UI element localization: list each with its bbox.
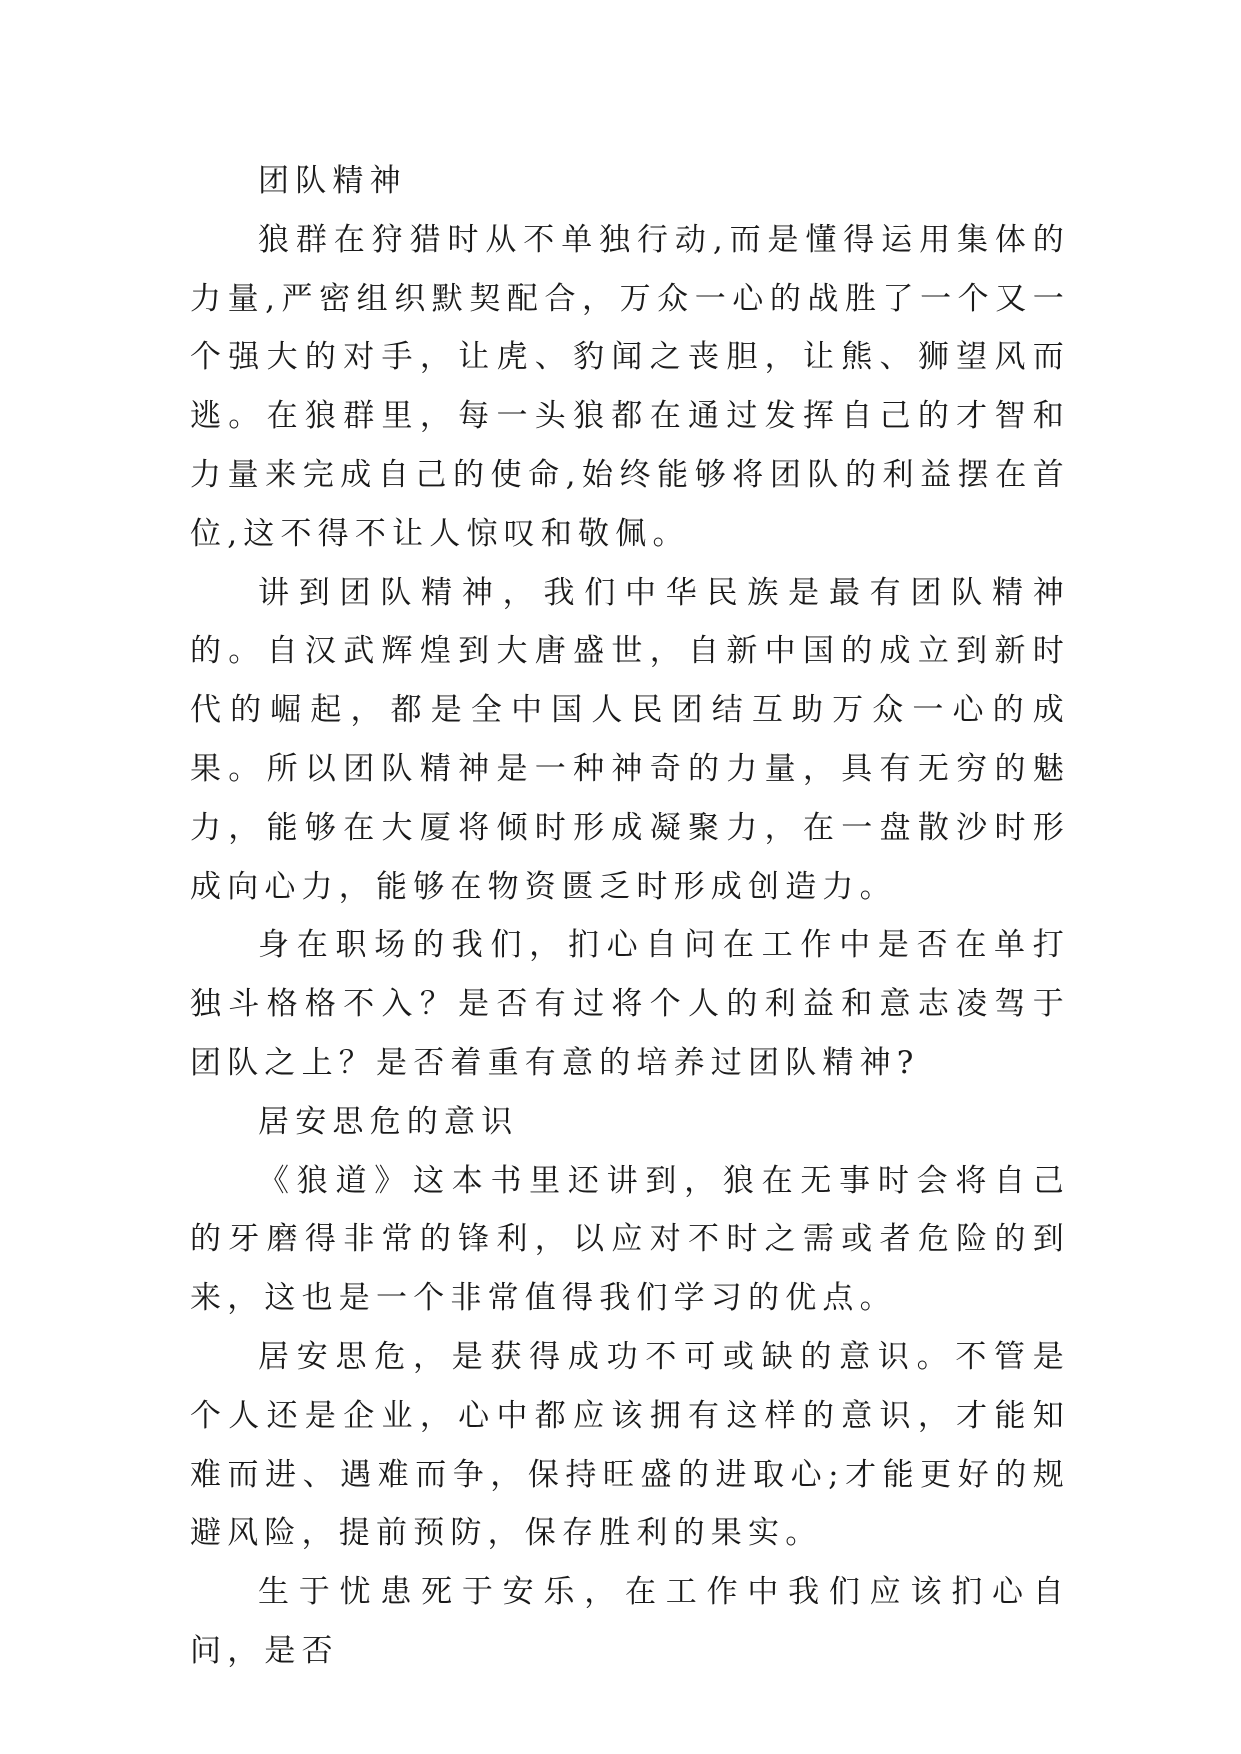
paragraph: 狼群在狩猎时从不单独行动,而是懂得运用集体的力量,严密组织默契配合，万众一心的战胜了一个又一个强大的对手，让虎、豹闻之丧胆，让熊、狮望风而逃。在狼群里，每一头狼都在通过发挥自己的才智和力量来完成自己的使命,始终能够将团队的利益摆在首位,这不得不让人惊叹和敬佩。 — [190, 221, 1070, 552]
section-heading-vigilance: 居安思危的意识 — [258, 1103, 519, 1140]
paragraph: 身在职场的我们，扪心自问在工作中是否在单打独斗格格不入？是否有过将个人的利益和意志凌驾于团队之上？是否着重有意的培养过团队精神? — [190, 927, 1070, 1081]
paragraph: 生于忧患死于安乐，在工作中我们应该扪心自问，是否 — [190, 1574, 1070, 1669]
paragraph: 《狼道》这本书里还讲到，狼在无事时会将自己的牙磨得非常的锋利，以应对不时之需或者危险的到来，这也是一个非常值得我们学习的优点。 — [190, 1162, 1070, 1317]
document-body — [190, 152, 1070, 1681]
section-heading-team-spirit: 团队精神 — [258, 163, 407, 199]
paragraph: 讲到团队精神，我们中华民族是最有团队精神的。自汉武辉煌到大唐盛世，自新中国的成立到新时代的崛起，都是全中国人民团结互助万众一心的成果。所以团队精神是一种神奇的力量，具有无穷的魅力，能够在大厦将倾时形成凝聚力，在一盘散沙时形成向心力，能够在物资匮乏时形成创造力。 — [190, 574, 1070, 905]
paragraph: 居安思危，是获得成功不可或缺的意识。不管是个人还是企业，心中都应该拥有这样的意识，才能知难而进、遇难而争，保持旺盛的进取心;才能更好的规避风险，提前预防，保存胜利的果实。 — [190, 1338, 1070, 1552]
